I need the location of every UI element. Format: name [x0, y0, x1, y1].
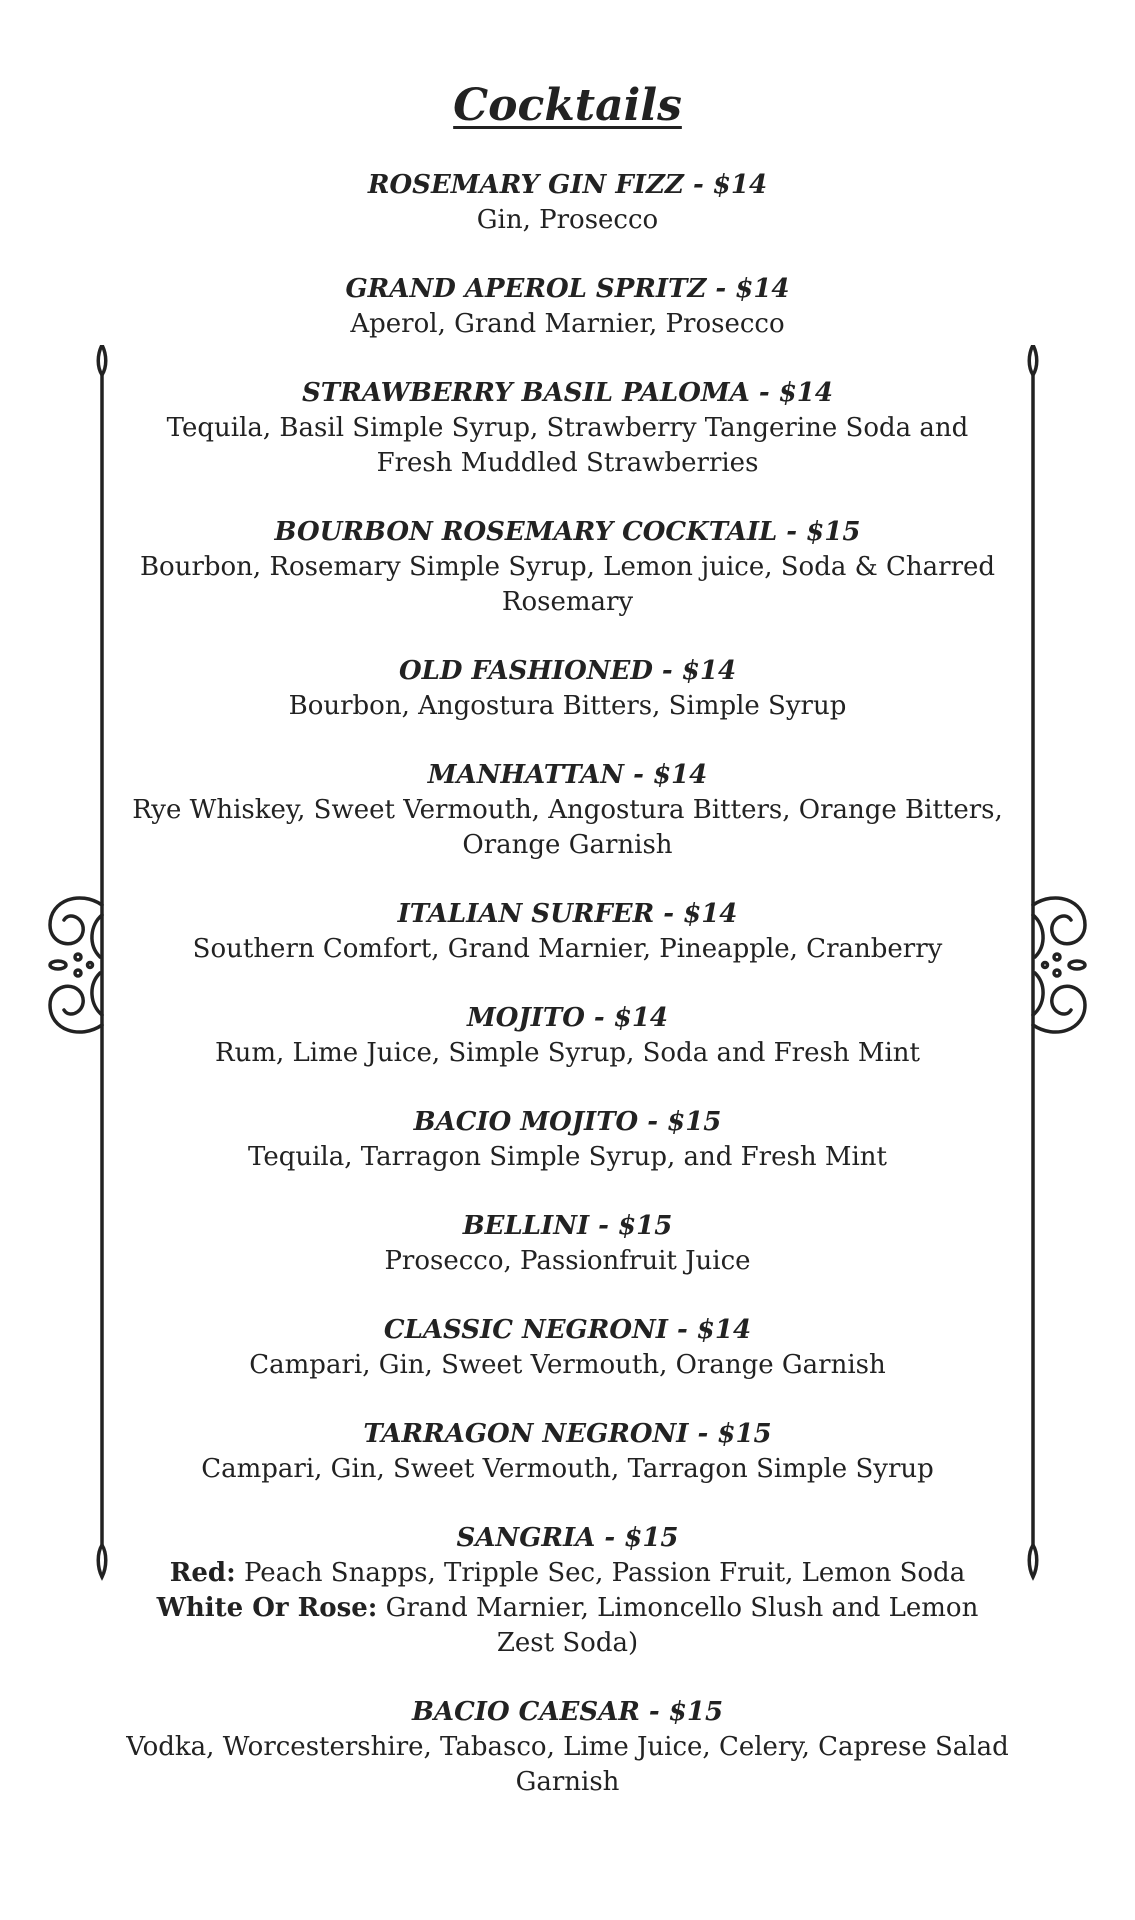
menu-item-caesar: [125, 1695, 1010, 1800]
menu-title: Cocktails: [453, 80, 682, 131]
item-description: Aperol, Grand Marnier, Prosecco: [350, 309, 785, 339]
item-description: Campari, Gin, Sweet Vermouth, Tarragon Simple Syrup: [201, 1454, 934, 1484]
menu-item: [125, 1417, 1010, 1487]
right-border-ornament: [1025, 345, 1115, 1585]
item-description: Bourbon, Angostura Bitters, Simple Syrup: [288, 691, 847, 721]
item-name: OLD FASHIONED - $14: [398, 656, 737, 686]
menu-item: [125, 897, 1010, 967]
white-description: Grand Marnier, Limoncello Slush and Lemon Zest Soda): [385, 1593, 979, 1658]
item-name: CLASSIC NEGRONI - $14: [383, 1315, 752, 1345]
item-name: ITALIAN SURFER - $14: [397, 899, 738, 929]
menu-item-sangria: [125, 1521, 1010, 1661]
item-description: Rye Whiskey, Sweet Vermouth, Angostura Bitters, Orange Bitters, Orange Garnish: [132, 795, 1003, 860]
menu-item: [125, 758, 1010, 863]
menu-item: [125, 654, 1010, 724]
item-description: Tequila, Tarragon Simple Syrup, and Fresh Mint: [248, 1142, 887, 1172]
item-description: Prosecco, Passionfruit Juice: [384, 1246, 751, 1276]
item-name: BACIO CAESAR - $15: [411, 1697, 724, 1727]
menu-items: [125, 168, 1010, 1834]
item-name: GRAND APEROL SPRITZ - $14: [345, 274, 790, 304]
item-description: Bourbon, Rosemary Simple Syrup, Lemon juice, Soda & Charred Rosemary: [139, 552, 996, 617]
item-name: BELLINI - $15: [462, 1211, 673, 1241]
item-name: SANGRIA - $15: [456, 1523, 679, 1553]
item-name: BOURBON ROSEMARY COCKTAIL - $15: [274, 517, 861, 547]
menu-item: [125, 272, 1010, 342]
white-label: White Or Rose:: [156, 1593, 378, 1623]
item-description: Campari, Gin, Sweet Vermouth, Orange Garnish: [249, 1350, 886, 1380]
red-label: Red:: [169, 1558, 236, 1588]
item-name: STRAWBERRY BASIL PALOMA - $14: [302, 378, 833, 408]
menu-item: [125, 376, 1010, 481]
menu-item: [125, 1209, 1010, 1279]
item-name: BACIO MOJITO - $15: [413, 1107, 722, 1137]
item-name: MANHATTAN - $14: [427, 760, 708, 790]
menu-item: [125, 1313, 1010, 1383]
red-description: Peach Snapps, Tripple Sec, Passion Fruit, Lemon Soda: [243, 1558, 966, 1588]
item-description: Gin, Prosecco: [476, 205, 659, 235]
item-description: Tequila, Basil Simple Syrup, Strawberry Tangerine Soda and Fresh Muddled Strawberries: [166, 413, 969, 478]
item-description: Vodka, Worcestershire, Tabasco, Lime Juice, Celery, Caprese Salad Garnish: [126, 1732, 1009, 1797]
item-description: Rum, Lime Juice, Simple Syrup, Soda and Fresh Mint: [215, 1038, 920, 1068]
item-name: TARRAGON NEGRONI - $15: [363, 1419, 772, 1449]
item-description-red: [125, 1556, 1010, 1591]
item-name: MOJITO - $14: [466, 1003, 669, 1033]
item-description: Southern Comfort, Grand Marnier, Pineapple, Cranberry: [192, 934, 943, 964]
left-border-ornament: [20, 345, 110, 1585]
item-name: ROSEMARY GIN FIZZ - $14: [367, 170, 768, 200]
item-description-white: [125, 1591, 1010, 1661]
menu-item: [125, 1001, 1010, 1071]
menu-item: [125, 1105, 1010, 1175]
menu-item: [125, 515, 1010, 620]
menu-item: [125, 168, 1010, 238]
